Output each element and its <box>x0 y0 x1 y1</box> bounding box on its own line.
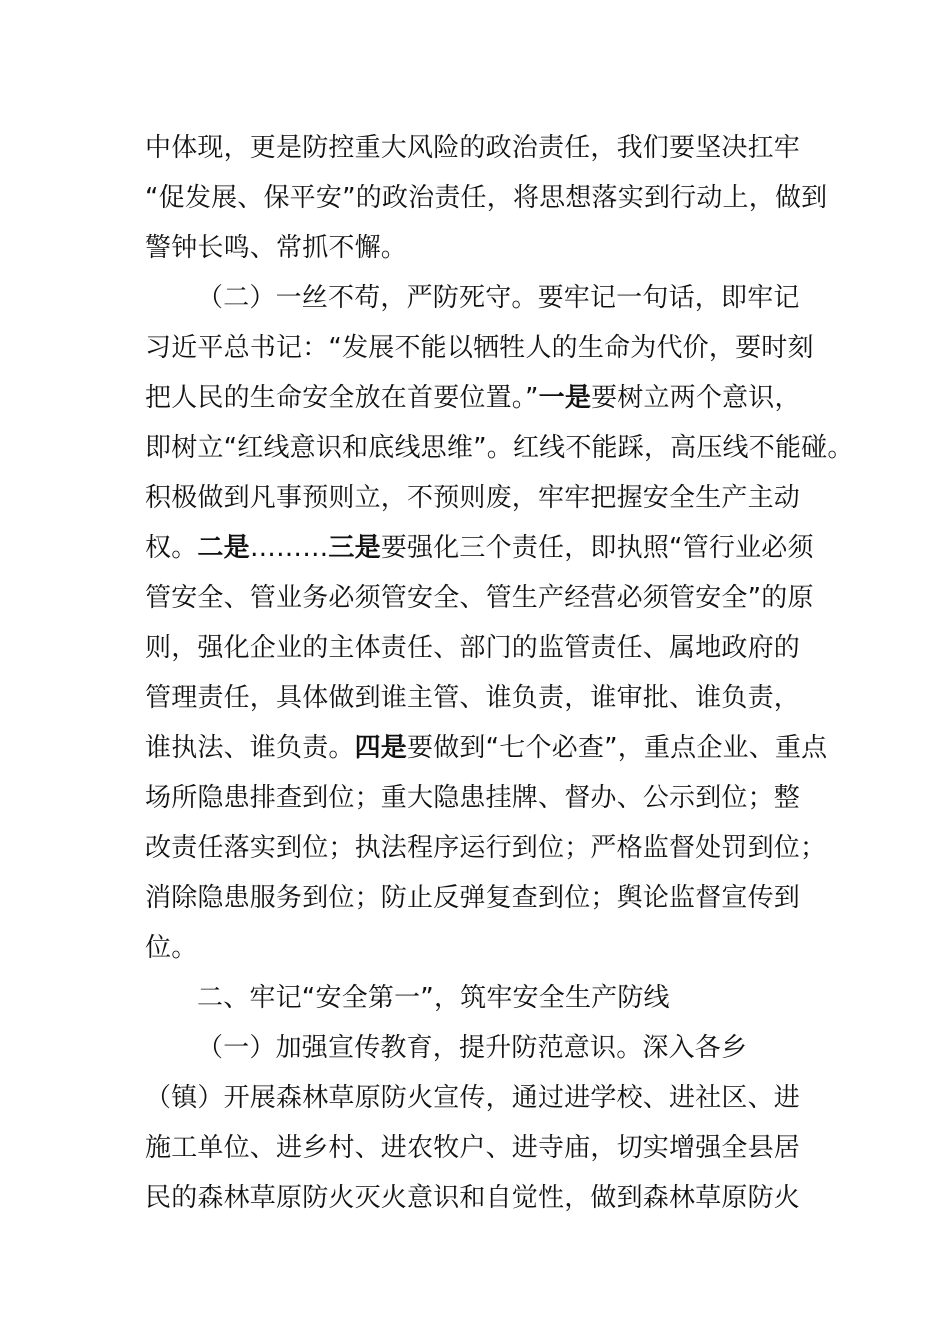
text-line: 积极做到凡事预则立，不预则废，牢牢把握安全生产主动 <box>145 483 801 513</box>
text-run: 权。 <box>145 533 198 563</box>
text-line: 民的森林草原防火灭火意识和自觉性，做到森林草原防火 <box>145 1183 801 1213</box>
text-line <box>145 731 827 765</box>
text-line: 中体现，更是防控重大风险的政治责任，我们要坚决扛牢 <box>145 133 801 163</box>
text-line: “促发展、保平安”的政治责任，将思想落实到行动上，做到 <box>145 183 828 213</box>
bold-marker: 四是 <box>354 733 408 763</box>
text-line <box>145 381 801 415</box>
text-line: 消除隐患服务到位；防止反弹复查到位；舆论监督宣传到 <box>145 883 801 913</box>
text-run: 谁执法、谁负责。 <box>145 733 355 763</box>
text-line <box>145 531 814 565</box>
text-line: 管安全、管业务必须管安全、管生产经营必须管安全”的原 <box>145 583 814 613</box>
text-line: 即树立“红线意识和底线思维”。红线不能踩，高压线不能碰。 <box>145 433 854 463</box>
text-line: 警钟长鸣、常抓不懈。 <box>145 233 408 263</box>
text-line: 习近平总书记：“发展不能以牺牲人的生命为代价，要时刻 <box>145 333 814 363</box>
text-line: 管理责任，具体做到谁主管、谁负责，谁审批、谁负责， <box>145 683 801 713</box>
bold-marker: 二是 <box>197 533 250 563</box>
text-line: 改责任落实到位；执法程序运行到位；严格监督处罚到位； <box>145 833 827 863</box>
text-run: 要树立两个意识， <box>591 383 801 413</box>
text-line: 则，强化企业的主体责任、部门的监管责任、属地政府的 <box>145 633 801 663</box>
bold-marker: 三是 <box>328 533 381 563</box>
text-line: 场所隐患排查到位；重大隐患挂牌、督办、公示到位；整 <box>145 783 801 813</box>
section-heading: 二、牢记“安全第一”，筑牢安全生产防线 <box>197 983 670 1013</box>
text-run: 要做到“七个必查”，重点企业、重点 <box>407 733 828 763</box>
bold-marker: 一是 <box>538 383 592 413</box>
text-run: 要强化三个责任，即执照“管行业必须 <box>380 533 814 563</box>
text-line: 位。 <box>145 933 198 963</box>
text-line: （镇）开展森林草原防火宣传，通过进学校、进社区、进 <box>145 1083 801 1113</box>
text-line: 施工单位、进乡村、进农牧户、进寺庙，切实增强全县居 <box>145 1133 801 1163</box>
text-run: 把人民的生命安全放在首要位置。” <box>145 383 539 413</box>
section-heading: （二）一丝不苟，严防死守。要牢记一句话，即牢记 <box>197 283 800 313</box>
text-run: ……… <box>249 533 329 563</box>
section-heading: （一）加强宣传教育，提升防范意识。深入各乡 <box>197 1033 748 1063</box>
